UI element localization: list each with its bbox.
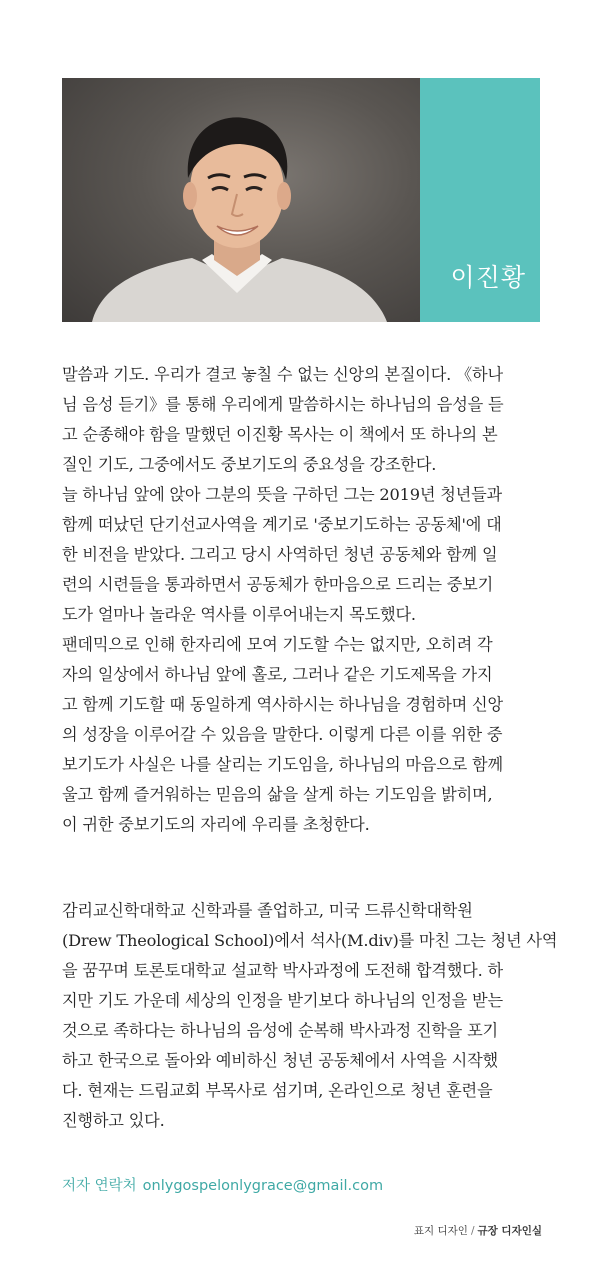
author-portrait-image <box>62 78 420 322</box>
intro-line: 도가 얼마나 놀라운 역사를 이루어내는지 목도했다. <box>62 605 416 624</box>
author-photo <box>62 78 420 322</box>
cover-design-credit <box>414 1223 542 1238</box>
intro-line: 련의 시련들을 통과하면서 공동체가 한마음으로 드리는 중보기 <box>62 575 494 594</box>
intro-line: 고 순종해야 함을 말했던 이진황 목사는 이 책에서 또 하나의 본 <box>62 425 498 444</box>
bio-paragraph <box>62 896 558 1136</box>
bio-line: (Drew Theological School)에서 석사(M.div)를 마친 그는 청년 사역 <box>62 931 558 950</box>
contact-label: 저자 연락처 <box>62 1178 137 1194</box>
intro-line: 늘 하나님 앞에 앉아 그분의 뜻을 구하던 그는 2019년 청년들과 <box>62 485 502 504</box>
contact-email[interactable]: onlygospelonlygrace@gmail.com <box>142 1178 384 1194</box>
intro-line: 자의 일상에서 하나님 앞에 홀로, 그러나 같은 기도제목을 가지 <box>62 665 493 684</box>
author-name-panel <box>420 78 540 322</box>
bio-line: 하고 한국으로 돌아와 예비하신 청년 공동체에서 사역을 시작했 <box>62 1051 498 1070</box>
bio-line: 것으로 족하다는 하나님의 음성에 순복해 박사과정 진학을 포기 <box>62 1021 498 1040</box>
intro-line: 울고 함께 즐거워하는 믿음의 삶을 살게 하는 기도임을 밝히며, <box>62 785 493 804</box>
credit-label: 표지 디자인 <box>413 1225 468 1237</box>
intro-line: 말씀과 기도. 우리가 결코 놓칠 수 없는 신앙의 본질이다. 《하나 <box>62 365 503 384</box>
credit-separator: / <box>470 1225 475 1237</box>
bio-line: 을 꿈꾸며 토론토대학교 설교학 박사과정에 도전해 합격했다. 하 <box>62 961 503 980</box>
intro-line: 의 성장을 이루어갈 수 있음을 말한다. 이렇게 다른 이를 위한 중 <box>62 725 503 744</box>
author-contact <box>62 1174 383 1195</box>
intro-line: 함께 떠났던 단기선교사역을 계기로 '중보기도하는 공동체'에 대 <box>62 515 502 534</box>
bio-line: 진행하고 있다. <box>62 1111 165 1130</box>
bio-line: 다. 현재는 드림교회 부목사로 섬기며, 온라인으로 청년 훈련을 <box>62 1081 493 1100</box>
intro-line: 보기도가 사실은 나를 살리는 기도임을, 하나님의 마음으로 함께 <box>62 755 503 774</box>
intro-paragraph <box>62 360 550 840</box>
intro-line: 이 귀한 중보기도의 자리에 우리를 초청한다. <box>62 815 370 834</box>
intro-line: 고 함께 기도할 때 동일하게 역사하시는 하나님을 경험하며 신앙 <box>62 695 503 714</box>
bio-line: 지만 기도 가운데 세상의 인정을 받기보다 하나님의 인정을 받는 <box>62 991 503 1010</box>
author-name: 이진황 <box>450 263 526 292</box>
intro-line: 한 비전을 받았다. 그리고 당시 사역하던 청년 공동체와 함께 일 <box>62 545 498 564</box>
bio-line: 감리교신학대학교 신학과를 졸업하고, 미국 드류신학대학원 <box>62 901 473 920</box>
intro-line: 질인 기도, 그중에서도 중보기도의 중요성을 강조한다. <box>62 455 437 474</box>
credit-designer: 규장 디자인실 <box>477 1225 542 1237</box>
intro-line: 팬데믹으로 인해 한자리에 모여 기도할 수는 없지만, 오히려 각 <box>62 635 493 654</box>
intro-line: 님 음성 듣기》를 통해 우리에게 말씀하시는 하나님의 음성을 듣 <box>62 395 504 414</box>
author-photo-block <box>62 78 540 322</box>
